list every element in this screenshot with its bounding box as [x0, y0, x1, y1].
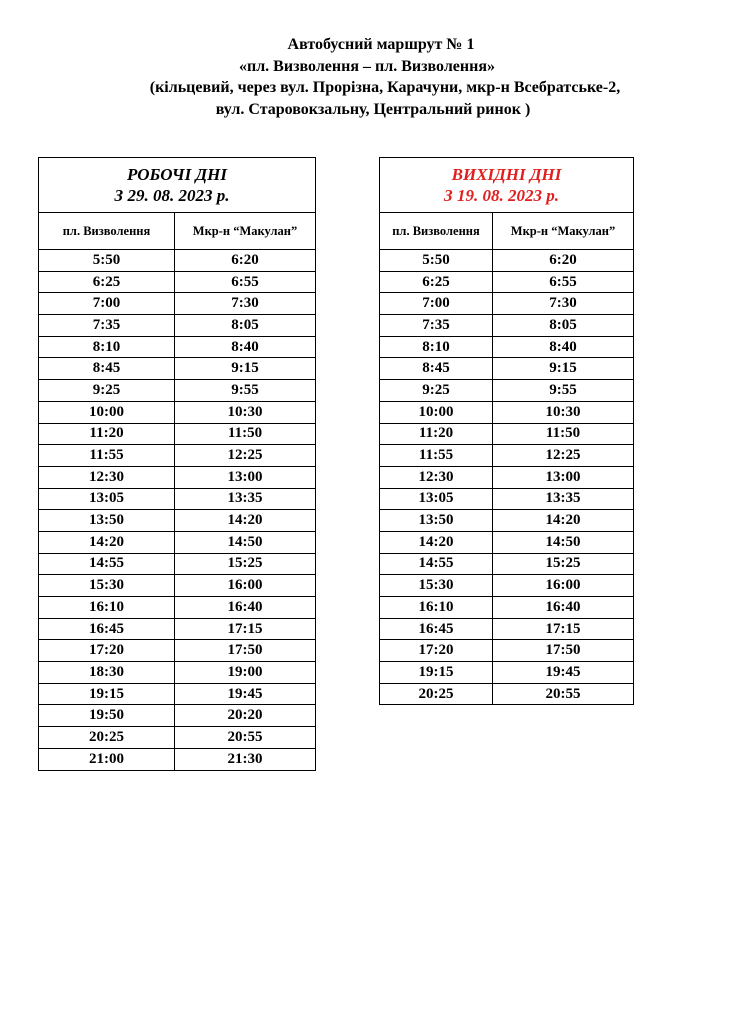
table-row	[39, 575, 316, 597]
table-row	[39, 250, 316, 272]
table-row	[39, 553, 316, 575]
route-title: Автобусний маршрут № 1	[287, 36, 475, 53]
departure-time: 14:55	[39, 553, 175, 575]
arrival-time: 14:50	[175, 531, 316, 553]
arrival-time: 13:00	[175, 466, 316, 488]
departure-time: 16:45	[39, 618, 175, 640]
departure-time: 7:00	[380, 293, 493, 315]
arrival-time: 17:15	[175, 618, 316, 640]
departure-time: 16:10	[39, 597, 175, 619]
table-row	[39, 640, 316, 662]
arrival-time: 9:55	[175, 380, 316, 402]
departure-time: 19:15	[39, 683, 175, 705]
departure-time: 6:25	[380, 271, 493, 293]
arrival-time: 16:00	[493, 575, 634, 597]
departure-time: 12:30	[39, 466, 175, 488]
table-row	[39, 271, 316, 293]
arrival-time: 12:25	[493, 445, 634, 467]
arrival-time: 15:25	[493, 553, 634, 575]
departure-time: 20:25	[39, 727, 175, 749]
arrival-time: 16:40	[175, 597, 316, 619]
departure-time: 19:15	[380, 662, 493, 684]
departure-time: 21:00	[39, 748, 175, 770]
weekend-rows	[380, 250, 634, 705]
weekend-effective-date: З 19. 08. 2023 р.	[444, 186, 559, 205]
departure-time: 7:00	[39, 293, 175, 315]
table-row	[380, 662, 634, 684]
table-row	[380, 553, 634, 575]
departure-time: 9:25	[380, 380, 493, 402]
arrival-time: 15:25	[175, 553, 316, 575]
arrival-time: 11:50	[493, 423, 634, 445]
route-header	[0, 34, 734, 120]
departure-time: 12:30	[380, 466, 493, 488]
arrival-time: 20:55	[175, 727, 316, 749]
table-row	[380, 618, 634, 640]
table-row	[380, 315, 634, 337]
arrival-time: 20:20	[175, 705, 316, 727]
arrival-time: 14:20	[493, 510, 634, 532]
weekend-col-from: пл. Визволення	[380, 213, 493, 250]
table-row	[39, 705, 316, 727]
arrival-time: 10:30	[493, 401, 634, 423]
table-row	[380, 683, 634, 705]
route-endpoints: «пл. Визволення – пл. Визволення»	[238, 57, 495, 75]
departure-time: 8:45	[39, 358, 175, 380]
arrival-time: 20:55	[493, 683, 634, 705]
table-row	[380, 510, 634, 532]
weekday-effective-date: З 29. 08. 2023 р.	[114, 186, 230, 205]
departure-time: 10:00	[380, 401, 493, 423]
weekday-col-to: Мкр-н “Макулан”	[175, 213, 316, 250]
table-row	[380, 401, 634, 423]
departure-time: 11:55	[39, 445, 175, 467]
arrival-time: 11:50	[175, 423, 316, 445]
table-row	[380, 488, 634, 510]
arrival-time: 19:45	[175, 683, 316, 705]
departure-time: 14:20	[380, 531, 493, 553]
arrival-time: 10:30	[175, 401, 316, 423]
arrival-time: 16:40	[493, 597, 634, 619]
departure-time: 14:55	[380, 553, 493, 575]
arrival-time: 14:20	[175, 510, 316, 532]
table-row	[380, 445, 634, 467]
table-row	[39, 618, 316, 640]
weekday-title-cell	[39, 158, 316, 213]
departure-time: 5:50	[380, 250, 493, 272]
table-row	[380, 250, 634, 272]
departure-time: 7:35	[380, 315, 493, 337]
table-row	[39, 380, 316, 402]
arrival-time: 8:05	[493, 315, 634, 337]
arrival-time: 16:00	[175, 575, 316, 597]
table-row	[380, 531, 634, 553]
table-row	[380, 597, 634, 619]
table-row	[39, 466, 316, 488]
arrival-time: 6:20	[175, 250, 316, 272]
departure-time: 8:45	[380, 358, 493, 380]
arrival-time: 12:25	[175, 445, 316, 467]
table-row	[39, 445, 316, 467]
departure-time: 16:45	[380, 618, 493, 640]
departure-time: 18:30	[39, 662, 175, 684]
table-row	[39, 423, 316, 445]
weekday-schedule-table	[38, 157, 316, 771]
table-row	[380, 466, 634, 488]
arrival-time: 8:40	[175, 336, 316, 358]
departure-time: 11:20	[380, 423, 493, 445]
table-row	[380, 293, 634, 315]
table-row	[39, 662, 316, 684]
table-row	[39, 727, 316, 749]
arrival-time: 13:35	[175, 488, 316, 510]
weekday-title: РОБОЧІ ДНІ	[127, 165, 227, 184]
departure-time: 17:20	[380, 640, 493, 662]
departure-time: 13:05	[380, 488, 493, 510]
departure-time: 16:10	[380, 597, 493, 619]
arrival-time: 19:00	[175, 662, 316, 684]
departure-time: 20:25	[380, 683, 493, 705]
table-row	[380, 423, 634, 445]
departure-time: 19:50	[39, 705, 175, 727]
table-row	[380, 640, 634, 662]
table-row	[380, 271, 634, 293]
table-row	[39, 597, 316, 619]
weekday-rows	[39, 250, 316, 771]
table-row	[380, 336, 634, 358]
table-row	[380, 575, 634, 597]
departure-time: 8:10	[39, 336, 175, 358]
table-row	[39, 488, 316, 510]
arrival-time: 9:15	[175, 358, 316, 380]
arrival-time: 21:30	[175, 748, 316, 770]
route-description-line1: (кільцевий, через вул. Прорізна, Карачуни, мкр-н Всебратське-2,	[149, 79, 621, 96]
departure-time: 11:55	[380, 445, 493, 467]
departure-time: 13:05	[39, 488, 175, 510]
arrival-time: 17:50	[175, 640, 316, 662]
weekday-col-from: пл. Визволення	[39, 213, 175, 250]
arrival-time: 13:35	[493, 488, 634, 510]
departure-time: 11:20	[39, 423, 175, 445]
weekend-title-cell	[380, 158, 634, 213]
arrival-time: 7:30	[175, 293, 316, 315]
departure-time: 7:35	[39, 315, 175, 337]
table-row	[39, 531, 316, 553]
weekend-col-to: Мкр-н “Макулан”	[493, 213, 634, 250]
route-description-line2: вул. Старовокзальну, Центральний ринок )	[215, 100, 531, 118]
arrival-time: 9:15	[493, 358, 634, 380]
arrival-time: 8:40	[493, 336, 634, 358]
arrival-time: 8:05	[175, 315, 316, 337]
arrival-time: 19:45	[493, 662, 634, 684]
table-row	[380, 358, 634, 380]
table-row	[39, 510, 316, 532]
table-row	[39, 683, 316, 705]
table-row	[39, 315, 316, 337]
table-row	[39, 336, 316, 358]
arrival-time: 17:15	[493, 618, 634, 640]
table-row	[39, 358, 316, 380]
weekend-schedule-table	[379, 157, 634, 705]
arrival-time: 6:55	[175, 271, 316, 293]
arrival-time: 6:55	[493, 271, 634, 293]
departure-time: 14:20	[39, 531, 175, 553]
arrival-time: 7:30	[493, 293, 634, 315]
departure-time: 15:30	[380, 575, 493, 597]
departure-time: 13:50	[39, 510, 175, 532]
arrival-time: 17:50	[493, 640, 634, 662]
departure-time: 10:00	[39, 401, 175, 423]
table-row	[380, 380, 634, 402]
arrival-time: 14:50	[493, 531, 634, 553]
departure-time: 8:10	[380, 336, 493, 358]
table-row	[39, 401, 316, 423]
table-row	[39, 748, 316, 770]
departure-time: 5:50	[39, 250, 175, 272]
weekend-title: ВИХІДНІ ДНІ	[451, 165, 562, 184]
arrival-time: 13:00	[493, 466, 634, 488]
departure-time: 13:50	[380, 510, 493, 532]
arrival-time: 6:20	[493, 250, 634, 272]
departure-time: 9:25	[39, 380, 175, 402]
table-row	[39, 293, 316, 315]
departure-time: 17:20	[39, 640, 175, 662]
departure-time: 6:25	[39, 271, 175, 293]
arrival-time: 9:55	[493, 380, 634, 402]
departure-time: 15:30	[39, 575, 175, 597]
